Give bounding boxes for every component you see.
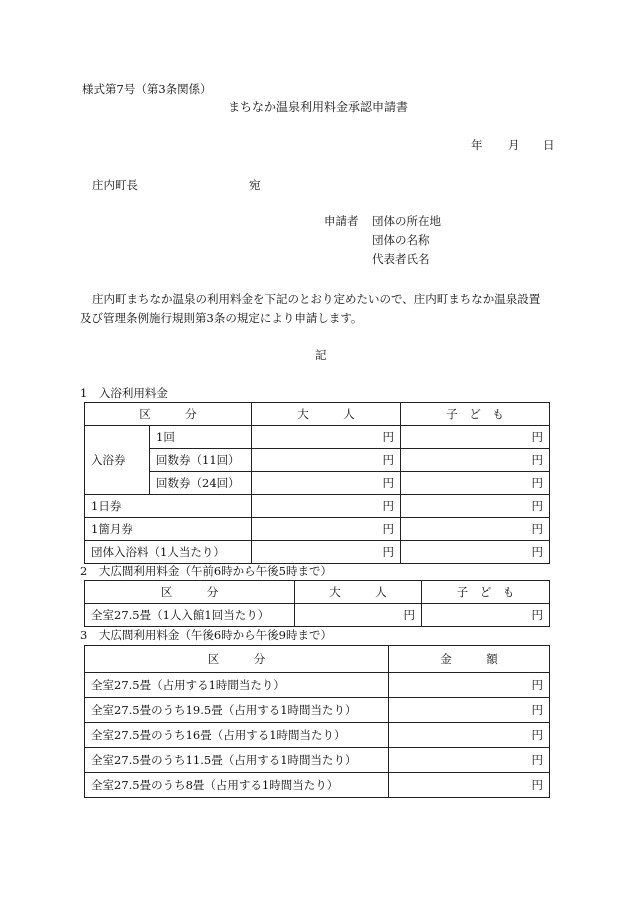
header-child: 子 ど も <box>401 403 550 426</box>
row-label: 全室27.5畳（1人入館1回当たり） <box>85 604 295 627</box>
child-fee: 円 <box>401 495 550 518</box>
header-adult: 大 人 <box>295 581 422 604</box>
adult-fee: 円 <box>252 449 401 472</box>
amount-fee: 円 <box>389 673 550 698</box>
child-fee: 円 <box>401 541 550 564</box>
child-fee: 円 <box>422 604 550 627</box>
table-row <box>85 723 550 748</box>
header-amount: 金 額 <box>389 646 550 673</box>
table-row <box>85 541 550 564</box>
addressee-name: 庄内町長 <box>92 178 138 192</box>
row-label: 回数券（11回） <box>150 449 252 472</box>
ki-mark: 記 <box>315 348 327 362</box>
header-child: 子 ど も <box>422 581 550 604</box>
document-title: まちなか温泉利用料金承認申請書 <box>228 100 409 114</box>
group-label: 入浴券 <box>85 426 150 495</box>
body-line-1: 庄内町まちなか温泉の利用料金を下記のとおり定めたいので、庄内町まちなか温泉設置 <box>92 292 541 306</box>
amount-fee: 円 <box>389 698 550 723</box>
table-row <box>85 403 550 426</box>
header-category: 区 分 <box>85 646 389 673</box>
applicant-address: 団体の所在地 <box>372 214 441 228</box>
form-number: 様式第7号（第3条関係） <box>82 82 212 96</box>
adult-fee: 円 <box>252 426 401 449</box>
table-row <box>85 581 550 604</box>
row-label: 全室27.5畳のうち19.5畳（占用する1時間当たり） <box>85 698 389 723</box>
section1-heading: 1 入浴利用料金 <box>80 386 168 400</box>
table-row <box>85 698 550 723</box>
table-row <box>85 495 550 518</box>
date-year: 年 <box>471 138 483 152</box>
row-label: 全室27.5畳のうち16畳（占用する1時間当たり） <box>85 723 389 748</box>
date-month: 月 <box>508 138 520 152</box>
amount-fee: 円 <box>389 773 550 798</box>
child-fee: 円 <box>401 472 550 495</box>
amount-fee: 円 <box>389 723 550 748</box>
table-row <box>85 748 550 773</box>
table-row <box>85 673 550 698</box>
child-fee: 円 <box>401 518 550 541</box>
table-row <box>85 604 550 627</box>
date-day: 日 <box>543 138 555 152</box>
row-label: 回数券（24回） <box>150 472 252 495</box>
applicant-representative: 代表者氏名 <box>372 252 430 266</box>
adult-fee: 円 <box>295 604 422 627</box>
child-fee: 円 <box>401 426 550 449</box>
applicant-group-name: 団体の名称 <box>372 233 430 247</box>
adult-fee: 円 <box>252 495 401 518</box>
table-row <box>85 449 550 472</box>
row-label: 全室27.5畳（占用する1時間当たり） <box>85 673 389 698</box>
addressee-suffix: 宛 <box>249 178 261 192</box>
adult-fee: 円 <box>252 541 401 564</box>
row-label: 全室27.5畳のうち11.5畳（占用する1時間当たり） <box>85 748 389 773</box>
section3-heading: 3 大広間利用料金（午後6時から午後9時まで） <box>80 628 332 642</box>
adult-fee: 円 <box>252 518 401 541</box>
table-row <box>85 773 550 798</box>
body-line-2: 及び管理条例施行規則第3条の規定により申請します。 <box>80 311 363 325</box>
section2-table <box>84 580 550 627</box>
adult-fee: 円 <box>252 472 401 495</box>
row-label: 1箇月券 <box>85 518 252 541</box>
section1-table <box>84 402 550 564</box>
table-row <box>85 426 550 449</box>
table-row <box>85 646 550 673</box>
amount-fee: 円 <box>389 748 550 773</box>
header-category: 区 分 <box>85 403 252 426</box>
applicant-label: 申請者 <box>324 214 359 228</box>
row-label: 団体入浴料（1人当たり） <box>85 541 252 564</box>
header-category: 区 分 <box>85 581 295 604</box>
section2-heading: 2 大広間利用料金（午前6時から午後5時まで） <box>80 564 332 578</box>
section3-table <box>84 645 550 798</box>
row-label: 1日券 <box>85 495 252 518</box>
table-row <box>85 472 550 495</box>
table-row <box>85 518 550 541</box>
row-label: 1回 <box>150 426 252 449</box>
row-label: 全室27.5畳のうち8畳（占用する1時間当たり） <box>85 773 389 798</box>
header-adult: 大 人 <box>252 403 401 426</box>
child-fee: 円 <box>401 449 550 472</box>
